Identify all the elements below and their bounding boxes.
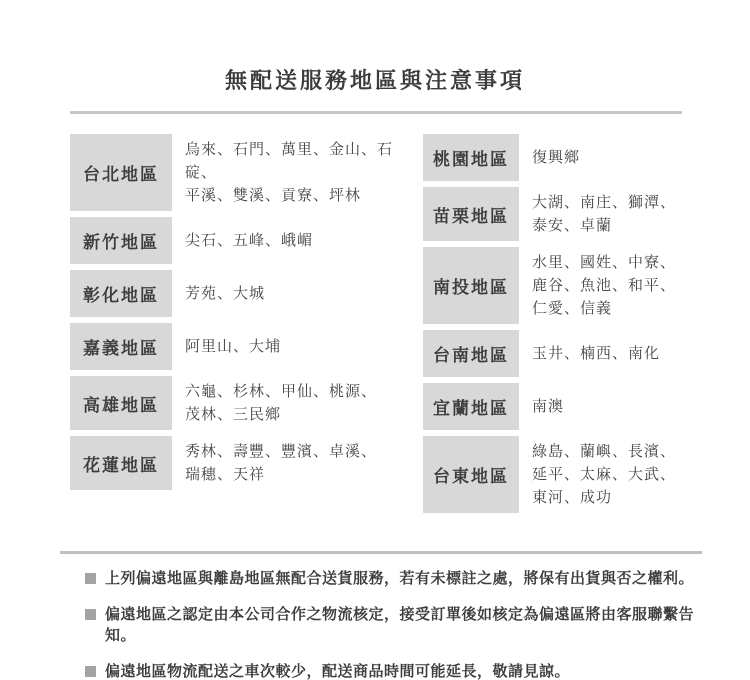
region-row-taipei: [70, 134, 397, 211]
square-bullet-icon: [85, 609, 96, 620]
region-areas: 烏來、石門、萬里、金山、石碇、 平溪、雙溪、貢寮、坪林: [185, 141, 394, 204]
region-label: 嘉義地區: [70, 323, 172, 370]
region-row-chiayi: [70, 323, 397, 370]
region-label: 苗栗地區: [423, 187, 519, 241]
region-areas: 玉井、楠西、南化: [532, 345, 661, 362]
note-item: [85, 604, 710, 646]
region-row-changhua: [70, 270, 397, 317]
region-row-tainan: [423, 330, 683, 377]
region-areas: 秀林、壽豐、豐濱、卓溪、 瑞穗、天祥: [185, 443, 378, 483]
region-label: 宜蘭地區: [423, 383, 519, 430]
region-row-yilan: [423, 383, 683, 430]
notes-section: [85, 568, 710, 680]
region-areas: 南澳: [532, 398, 565, 415]
no-delivery-info-page: [0, 64, 750, 680]
note-item: [85, 661, 710, 680]
region-label: 花蓮地區: [70, 436, 172, 490]
region-label: 彰化地區: [70, 270, 172, 317]
region-areas: 阿里山、大埔: [185, 338, 282, 355]
region-row-taoyuan: [423, 134, 683, 181]
note-text: 偏遠地區物流配送之車次較少，配送商品時間可能延長，敬請見諒。: [105, 663, 571, 680]
region-row-hualien: [70, 436, 397, 490]
region-areas: 綠島、蘭嶼、長濱、 延平、太麻、大武、 東河、成功: [532, 443, 677, 506]
region-label: 台東地區: [423, 436, 519, 513]
note-text: 上列偏遠地區與離島地區無配合送貨服務，若有未標註之處，將保有出貨與否之權利。: [105, 570, 695, 587]
region-column-left: [70, 134, 397, 519]
region-label: 高雄地區: [70, 376, 172, 430]
region-row-miaoli: [423, 187, 683, 241]
note-text: 偏遠地區之認定由本公司合作之物流核定，接受訂單後如核定為偏遠區將由客服聯繫告知。: [105, 606, 695, 644]
note-item: [85, 568, 710, 589]
region-label: 新竹地區: [70, 217, 172, 264]
notes-divider: [60, 551, 702, 554]
region-areas: 水里、國姓、中寮、 鹿谷、魚池、和平、 仁愛、信義: [532, 254, 677, 317]
page-title: 無配送服務地區與注意事項: [224, 68, 525, 93]
region-label: 南投地區: [423, 247, 519, 324]
region-areas: 大湖、南庄、獅潭、 泰安、卓蘭: [532, 194, 677, 234]
region-label: 台南地區: [423, 330, 519, 377]
region-areas: 復興鄉: [532, 149, 581, 166]
region-label: 台北地區: [70, 134, 172, 211]
square-bullet-icon: [85, 573, 96, 584]
region-row-hsinchu: [70, 217, 397, 264]
region-table: [70, 134, 683, 519]
region-label: 桃園地區: [423, 134, 519, 181]
region-row-kaohsiung: [70, 376, 397, 430]
region-column-right: [423, 134, 683, 519]
region-row-nantou: [423, 247, 683, 324]
region-areas: 六龜、杉林、甲仙、桃源、 茂林、三民鄉: [185, 383, 378, 423]
square-bullet-icon: [85, 666, 96, 677]
region-row-taitung: [423, 436, 683, 513]
title-divider: [70, 111, 682, 114]
region-areas: 芳苑、大城: [185, 285, 266, 302]
region-areas: 尖石、五峰、峨嵋: [185, 232, 314, 249]
